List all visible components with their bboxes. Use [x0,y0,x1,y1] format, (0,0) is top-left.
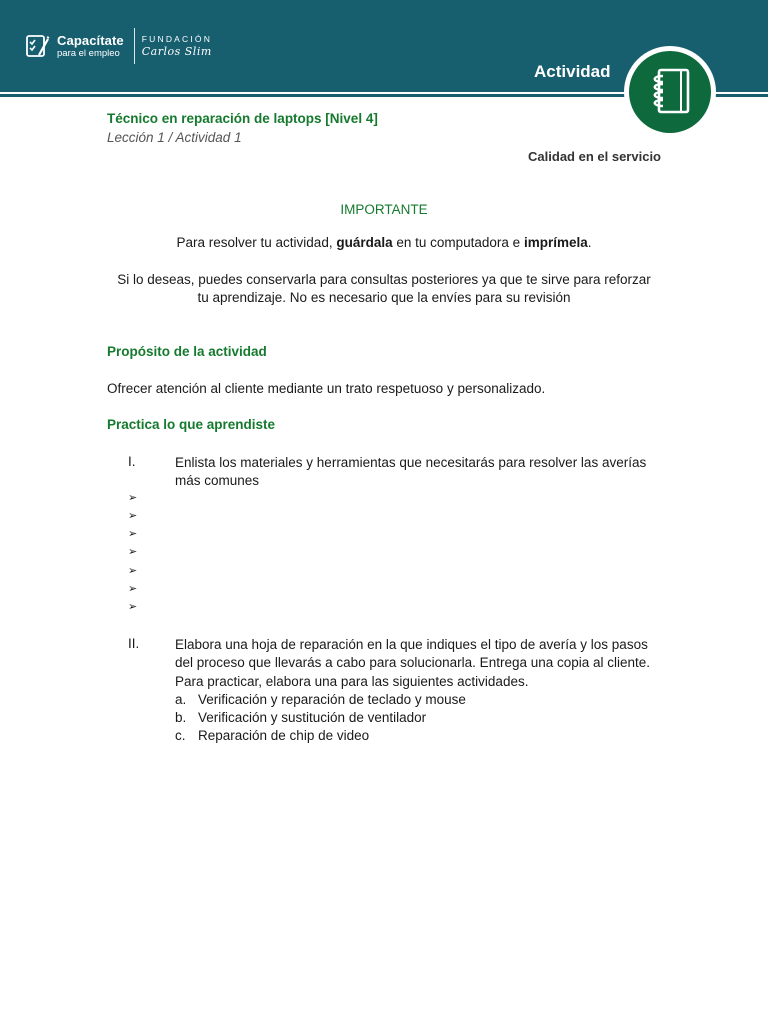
sub-item [175,727,665,745]
item-block-2 [175,636,665,746]
course-title: Técnico en reparación de laptops [Nivel 4] [107,111,378,126]
bullet-item: ➢ [128,492,138,504]
bullet-item: ➢ [128,583,138,595]
instruction-bold-print: imprímela [523,235,588,250]
checklist-icon [25,33,51,59]
bullet-item: ➢ [128,565,138,577]
instruction-paragraph [0,235,768,250]
sub-list [175,691,665,746]
sub-item [175,709,665,727]
instruction-bold-save: guárdala [336,235,393,250]
bullet-item: ➢ [128,601,138,613]
sub-item-text: Reparación de chip de video [198,728,370,744]
important-heading: IMPORTANTE [340,202,428,217]
notebook-icon [641,63,699,121]
page-title: Actividad [534,62,611,81]
item-number-2: II. [128,636,140,651]
capacitate-logo [25,28,212,64]
sub-item-text: Verificación y sustitución de ventilador [198,710,427,726]
item-text-2: Elabora una hoja de reparación en la que indiques el tipo de avería y los pasos del proceso que llevarás a cabo para solucionarla. Entrega una copia al cliente. Para practicar, elabora una para las siguientes actividades. [175,637,651,689]
purpose-text: Ofrecer atención al cliente mediante un trato respetuoso y personalizado. [107,381,546,396]
sub-item-letter: b. [175,710,187,726]
practice-heading: Practica lo que aprendiste [107,417,276,432]
logo-divider [134,28,135,64]
purpose-heading: Propósito de la actividad [107,344,267,359]
instruction-part3: . [587,235,592,250]
subject-label: Calidad en el servicio [528,149,661,164]
item-number-1: I. [128,454,136,469]
sub-item-text: Verificación y reparación de teclado y mouse [198,691,466,707]
note-paragraph: Si lo deseas, puedes conservarla para consultas posteriores ya que te sirve para reforzar tu aprendizaje. No es necesario que la envíes para su revisión [117,272,651,305]
instruction-part2: en tu computadora e [392,235,524,250]
bullet-item: ➢ [128,546,138,558]
instruction-part1: Para resolver tu actividad, [176,235,337,250]
logo-main-text: Capacítate [57,32,124,48]
bullet-item: ➢ [128,528,138,540]
fundacion-text: FUNDACIÓN [141,33,213,44]
logo-sub-text: para el empleo [57,47,120,59]
fundacion-logo [142,35,212,58]
sub-item-letter: c. [175,728,186,744]
fundacion-signature: Carlos Slim [141,45,212,59]
sub-item [175,691,665,709]
item-text-1: Enlista los materiales y herramientas que necesitarás para resolver las averías más comunes [175,455,647,489]
lesson-label: Lección 1 / Actividad 1 [107,130,242,145]
bullet-item: ➢ [128,510,138,522]
sub-item-letter: a. [175,691,187,707]
